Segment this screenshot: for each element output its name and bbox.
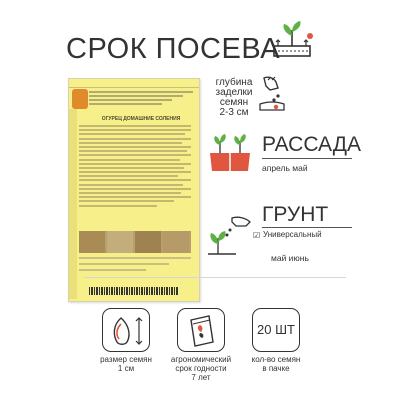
- planting-photos: [79, 231, 191, 253]
- shelf-life-card: [177, 308, 225, 352]
- plant-growth-icon: [268, 16, 316, 64]
- seed-count-value: 20 ШТ: [257, 322, 295, 337]
- rassada-divider: [262, 158, 352, 159]
- seed-size-icon: [109, 315, 145, 347]
- checkbox-icon: ☑: [253, 231, 261, 240]
- grunt-variant: Универсальный: [263, 230, 322, 239]
- barcode: [89, 287, 179, 295]
- rassada-title: РАССАДА: [262, 133, 361, 156]
- seed-size-caption: размер семян 1 см: [100, 355, 152, 373]
- page-title: СРОК ПОСЕВА: [66, 33, 281, 65]
- shelf-life-caption: агрономический срок годности 7 лет: [170, 355, 232, 382]
- rassada-period: апрель май: [262, 163, 308, 173]
- hand-planting-icon: [206, 214, 254, 256]
- seed-size-card: [102, 308, 150, 352]
- grunt-title: ГРУНТ: [262, 203, 329, 226]
- grunt-divider: [262, 227, 352, 228]
- seed-packet-icon: [187, 314, 217, 348]
- section-divider: [84, 277, 346, 278]
- grunt-period: май июнь: [271, 253, 309, 263]
- seed-count-caption: кол-во семян в пачке: [251, 355, 301, 373]
- hand-sowing-icon: [258, 74, 286, 112]
- brand-logo: [72, 89, 88, 109]
- seed-count-card: [252, 308, 300, 352]
- packet-title: ОГУРЕЦ ДОМАШНИЕ СОЛЕНИЯ: [101, 116, 181, 122]
- depth-label: глубина заделки семян 2-3 см: [215, 77, 253, 118]
- seedling-pots-icon: [208, 133, 252, 173]
- seed-packet-image: [68, 78, 200, 302]
